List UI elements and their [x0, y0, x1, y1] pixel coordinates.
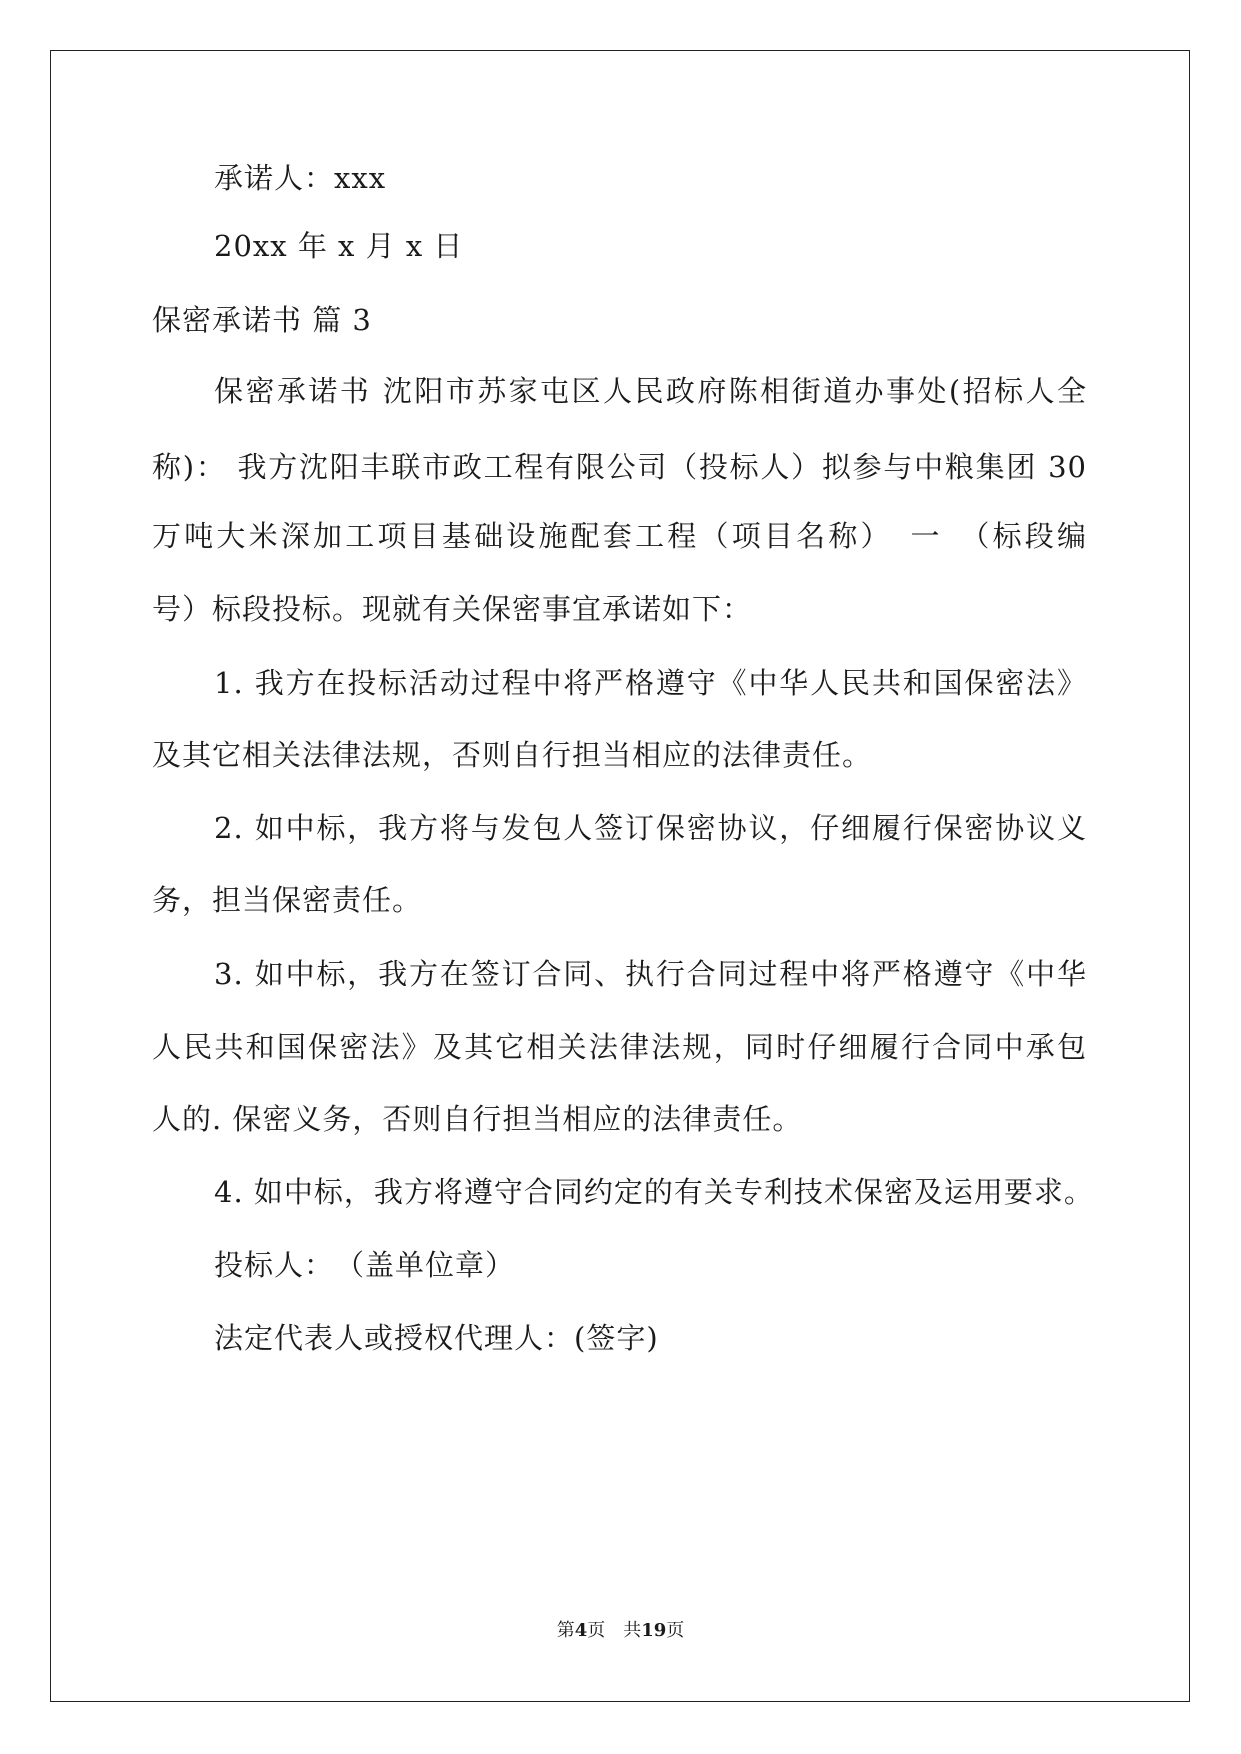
- clause-3-line: 人民共和国保密法》及其它相关法律法规，同时仔细履行合同中承包: [152, 1030, 1087, 1064]
- body-line: 万吨大米深加工项目基础设施配套工程（项目名称） 一 （标段编: [152, 519, 1087, 553]
- body-line: 称)： 我方沈阳丰联市政工程有限公司（投标人）拟参与中粮集团 30: [152, 450, 1087, 484]
- total-prefix: 共: [623, 1620, 642, 1641]
- clause-1-line: 及其它相关法律法规，否则自行担当相应的法律责任。: [152, 738, 873, 772]
- page-footer: [0, 1620, 1241, 1642]
- representative-signature-line: 法定代表人或授权代理人：(签字): [214, 1321, 659, 1355]
- page-frame: [50, 50, 1190, 1702]
- clause-3-line: 3. 如中标，我方在签订合同、执行合同过程中将严格遵守《中华: [214, 957, 1087, 991]
- date-line: 20xx 年 x 月 x 日: [214, 229, 464, 263]
- body-line: 保密承诺书 沈阳市苏家屯区人民政府陈相街道办事处(招标人全: [214, 374, 1087, 408]
- total-pages: 19: [641, 1620, 667, 1641]
- clause-2-line: 务，担当保密责任。: [152, 883, 423, 917]
- body-line: 号）标段投标。现就有关保密事宜承诺如下：: [152, 592, 753, 626]
- bidder-signature-line: 投标人： （盖单位章）: [214, 1248, 516, 1282]
- clause-2-line: 2. 如中标，我方将与发包人签订保密协议，仔细履行保密协议义: [214, 811, 1087, 845]
- promisor-line: 承诺人：xxx: [214, 161, 387, 195]
- page-prefix: 第: [556, 1620, 575, 1641]
- clause-4-line: 4. 如中标，我方将遵守合同约定的有关专利技术保密及运用要求。: [214, 1175, 1094, 1209]
- total-suffix: 页: [666, 1620, 685, 1641]
- clause-1-line: 1. 我方在投标活动过程中将严格遵守《中华人民共和国保密法》: [214, 666, 1087, 700]
- section-heading: 保密承诺书 篇 3: [152, 303, 372, 337]
- page-suffix: 页: [587, 1620, 606, 1641]
- page-number: 4: [574, 1620, 588, 1641]
- clause-3-line: 人的. 保密义务，否则自行担当相应的法律责任。: [152, 1102, 803, 1136]
